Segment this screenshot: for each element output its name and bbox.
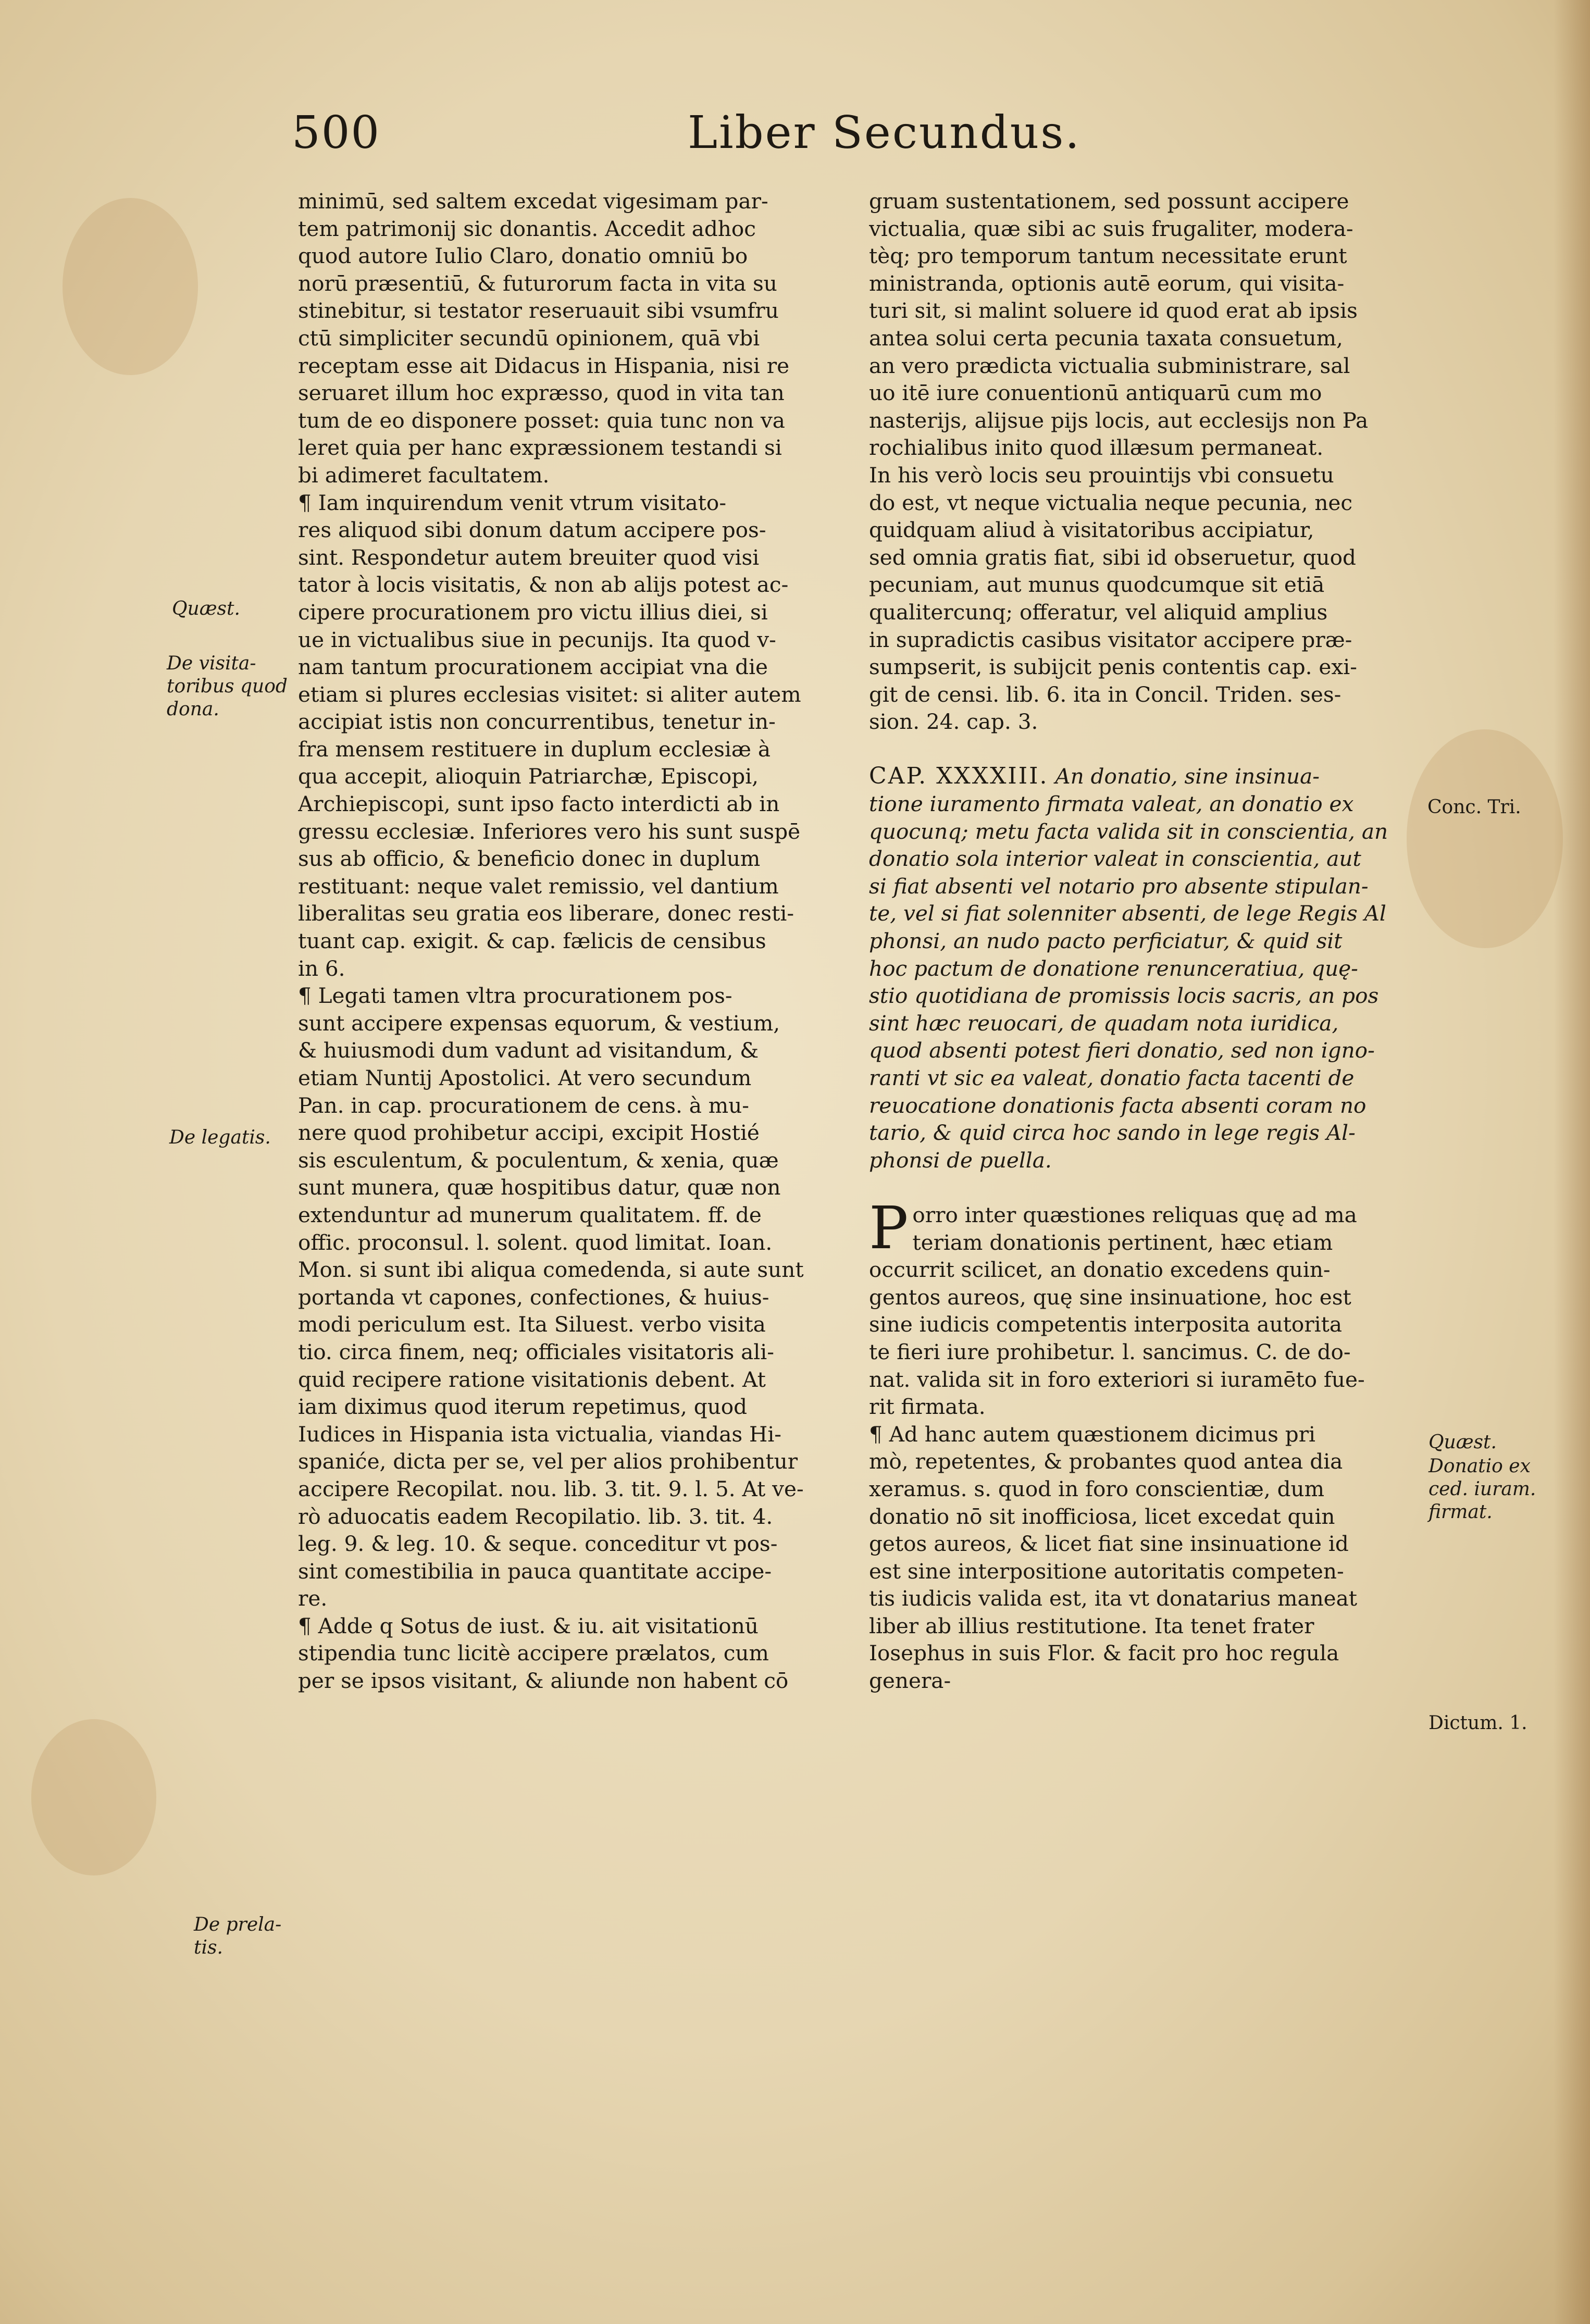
text-line: liberalitas seu gratia eos liberare, donec resti- [298,901,794,926]
margin-note-line: firmat. [1428,1501,1493,1523]
text-line: tio. circa finem, neq; officiales visitatoris ali- [298,1339,774,1364]
text-line: gressu ecclesiæ. Inferiores vero his sunt suspē [298,818,801,844]
text-line: Pan. in cap. procurationem de cens. à mu- [298,1092,749,1118]
running-title: Liber Secundus. [688,107,1081,159]
right-text-column [869,188,1416,1695]
text-line: restituant: neque valet remissio, vel dantium [298,873,779,899]
text-line: re. [298,1586,328,1611]
text-line: In his verò locis seu prouintijs vbi consuetu [869,462,1334,488]
text-line: mò, repetentes, & probantes quod antea dia [869,1449,1343,1474]
text-line: cipere procurationem pro victu illius diei, si [298,599,768,625]
text-line: sus ab officio, & beneficio donec in duplum [298,846,761,872]
margin-note-donatio-ex [1428,1455,1536,1524]
left-text-column [298,188,840,1695]
text-line: leret quia per hanc expræssionem testandi si [298,435,782,461]
chapter-heading-block [869,790,1416,1174]
text-line: sine iudicis competentis interposita autorita [869,1312,1343,1337]
text-line: tum de eo disponere posset: quia tunc non va [298,407,785,433]
text-line: quidquam aliud à visitatoribus accipiatur, [869,517,1314,543]
text-line: xeramus. s. quod in foro conscientiæ, dum [869,1476,1325,1501]
text-line: extenduntur ad munerum qualitatem. ff. de [298,1202,762,1227]
text-line: Iosephus in suis Flor. & facit pro hoc regula [869,1641,1339,1666]
text-line: & huiusmodi dum vadunt ad visitandum, & [298,1038,759,1063]
text-line: in supradictis casibus visitator accipere præ- [869,627,1352,652]
chapter-heading-line: phonsi, an nudo pacto perficiatur, & quid sit [869,928,1343,954]
text-line: rit firmata. [869,1394,986,1420]
chapter-heading-first-line [869,763,1416,790]
margin-note-line: De visita- [167,653,256,674]
text-line: tèq; pro temporum tantum necessitate erunt [869,243,1347,269]
text-line: ¶ Iam inquirendum venit vtrum visitato- [298,490,727,515]
chapter-number: CAP. XXXXIII. [869,763,1049,790]
text-line: quod autore Iulio Claro, donatio omniū bo [298,243,748,269]
foxing-stain [1407,729,1563,948]
margin-note-line: dona. [167,699,219,720]
text-line: ministranda, optionis autē eorum, qui visita- [869,270,1345,296]
opening-line: orro inter quæstiones reliquas quę ad ma [912,1202,1357,1227]
text-line: stinebitur, si testator reseruauit sibi vsumfru [298,298,779,324]
text-line: nasterijs, alijsue pijs locis, aut ecclesijs non Pa [869,407,1369,433]
text-line: occurrit scilicet, an donatio excedens quin- [869,1257,1331,1283]
text-line: donatio nō sit inofficiosa, licet excedat quin [869,1503,1335,1529]
text-line: stipendia tunc licitè accipere prælatos, cum [298,1641,769,1666]
chapter-heading-line: stio quotidiana de promissis locis sacris, an pos [869,983,1379,1009]
text-line: offic. proconsul. l. solent. quod limitat. Ioan. [298,1229,773,1255]
text-line: an vero prædicta victualia subministrare, sal [869,353,1350,378]
margin-note-de-legatis: De legatis. [169,1127,271,1148]
page-number: 500 [292,107,381,159]
text-line: leg. 9. & leg. 10. & seque. conceditur vt pos- [298,1531,778,1557]
text-line: sed omnia gratis fiat, sibi id obseruetur, quod [869,544,1356,570]
margin-note-line: toribus quod [167,676,288,697]
text-line: res aliquod sibi donum datum accipere pos- [298,517,766,543]
text-line: qualitercunq; offeratur, vel aliquid amplius [869,599,1328,625]
text-line: turi sit, si malint soluere id quod erat ab ipsis [869,298,1358,324]
text-line: sint comestibilia in pauca quantitate accipe- [298,1558,772,1584]
spacer [869,1174,1416,1201]
margin-note-dictum: Dictum. 1. [1428,1712,1527,1734]
text-line: nat. valida sit in foro exteriori si iuramēto fue- [869,1366,1365,1392]
text-line: Archiepiscopi, sunt ipso facto interdicti ab in [298,791,780,817]
text-line: Iudices in Hispania ista victualia, viandas Hi- [298,1421,781,1447]
text-line: est sine interpositione autoritatis competen- [869,1558,1344,1584]
text-line: pecuniam, aut munus quodcumque sit etiā [869,572,1325,598]
text-line: te fieri iure prohibetur. l. sancimus. C. de do- [869,1339,1351,1364]
margin-note-de-prelatis [194,1913,281,1959]
text-line: victualia, quæ sibi ac suis frugaliter, modera- [869,216,1353,241]
text-line: nam tantum procurationem accipiat vna die [298,654,768,680]
chapter-heading-line: hoc pactum de donatione renunceratiua, quę- [869,955,1358,981]
chapter-heading-line: tario, & quid circa hoc sando in lege regis Al- [869,1120,1356,1146]
text-line: norū præsentiū, & futurorum facta in vita su [298,270,777,296]
margin-note-line: ced. iuram. [1428,1478,1536,1500]
text-line: quid recipere ratione visitationis debent. At [298,1366,766,1392]
text-line: sunt munera, quæ hospitibus datur, quæ non [298,1175,781,1200]
text-line: sion. 24. cap. 3. [869,709,1038,735]
margin-note-de-visitatoribus [167,652,288,721]
chapter-heading-line: An donatio, sine insinua- [1055,764,1320,789]
right-text-bottom [869,1229,1416,1695]
text-line: liber ab illius restitutione. Ita tenet frater [869,1613,1314,1638]
text-line: tuant cap. exigit. & cap. fælicis de censibus [298,928,766,954]
text-line: sunt accipere expensas equorum, & vestium, [298,1010,780,1036]
text-line: sint. Respondetur autem breuiter quod visi [298,544,760,570]
foxing-stain [31,1719,156,1875]
margin-note-quaest: Quæst. [172,598,240,619]
text-line: fra mensem restituere in duplum ecclesiæ à [298,736,771,762]
text-line: ctū simpliciter secundū opinionem, quā vbi [298,325,760,351]
margin-note-line: De prela- [194,1914,282,1935]
chapter-heading-line: ranti vt sic ea valeat, donatio facta tacenti de [869,1065,1355,1090]
right-text-top [869,188,1416,736]
chapter-heading-line: phonsi de puella. [869,1147,1052,1173]
text-line: accipiat istis non concurrentibus, tenetur in- [298,709,776,735]
text-line: ¶ Adde q Sotus de iust. & iu. ait visitationū [298,1613,759,1638]
chapter-heading-line: sint hæc reuocari, de quadam nota iuridica, [869,1010,1339,1036]
chapter-heading-line: si fiat absenti vel notario pro absente stipulan- [869,873,1369,899]
chapter-heading-line: tione iuramento firmata valeat, an donatio ex [869,791,1354,817]
drop-cap: P [869,1194,909,1262]
text-line: sumpserit, is subijcit penis contentis cap. exi- [869,654,1357,680]
text-line: in 6. [298,955,345,981]
chapter-heading-line: reuocatione donationis facta absenti coram no [869,1092,1367,1118]
text-line: Mon. si sunt ibi aliqua comedenda, si aute sunt [298,1257,804,1283]
text-line: tis iudicis valida est, ita vt donatarius maneat [869,1586,1358,1611]
text-line: tem patrimonij sic donantis. Accedit adhoc [298,216,756,241]
chapter-heading-line: quod absenti potest fieri donatio, sed non igno- [869,1038,1375,1063]
text-line: ¶ Ad hanc autem quæstionem dicimus pri [869,1421,1316,1447]
text-line: per se ipsos visitant, & aliunde non habent cō [298,1668,789,1694]
text-line: portanda vt capones, confectiones, & huius- [298,1284,769,1310]
text-line: sis esculentum, & poculentum, & xenia, quæ [298,1147,779,1173]
text-line: etiam si plures ecclesias visitet: si aliter autem [298,681,801,707]
foxing-stain [63,198,198,375]
spacer [869,736,1416,763]
text-line: teriam donationis pertinent, hæc etiam [912,1229,1333,1255]
text-line: nere quod prohibetur accipi, excipit Hostié [298,1120,760,1146]
text-line: accipere Recopilat. nou. lib. 3. tit. 9. l. 5. At ve- [298,1476,804,1501]
text-line: modi periculum est. Ita Siluest. verbo visita [298,1312,766,1337]
text-line: ¶ Legati tamen vltra procurationem pos- [298,983,732,1009]
text-line: genera- [869,1668,951,1694]
text-line: gentos aureos, quę sine insinuatione, hoc est [869,1284,1351,1310]
text-line: antea solui certa pecunia taxata consuetum, [869,325,1343,351]
margin-note-line: tis. [194,1937,223,1958]
text-line: spaniće, dicta per se, vel per alios prohibentur [298,1449,798,1474]
text-line: tator à locis visitatis, & non ab alijs potest ac- [298,572,789,598]
text-line: gruam sustentationem, sed possunt accipere [869,189,1349,214]
text-line: ue in victualibus siue in pecunijs. Ita quod v- [298,627,776,652]
text-line: getos aureos, & licet fiat sine insinuatione id [869,1531,1349,1557]
text-line: etiam Nuntij Apostolici. At vero secundum [298,1065,752,1090]
margin-note-conc-tri: Conc. Tri. [1427,797,1521,818]
text-line: uo itē iure conuentionū antiquarū cum mo [869,380,1322,406]
chapter-heading-line: quocunq; metu facta valida sit in conscientia, an [869,818,1388,844]
page-header [292,107,1438,164]
text-line: do est, vt neque victualia neque pecunia, nec [869,490,1353,515]
text-line: qua accepit, alioquin Patriarchæ, Episcopi, [298,764,759,789]
chapter-heading-line: te, vel si fiat solenniter absenti, de lege Regis Al [869,901,1386,926]
text-line: minimū, sed saltem excedat vigesimam par- [298,189,768,214]
page-edge-shadow [1554,0,1590,2324]
margin-note-line: Donatio ex [1428,1456,1531,1477]
text-line: rò aduocatis eadem Recopilatio. lib. 3. tit. 4. [298,1503,773,1529]
text-line: seruaret illum hoc expræsso, quod in vita tan [298,380,785,406]
text-line: rochialibus inito quod illæsum permaneat. [869,435,1324,461]
text-line: git de censi. lib. 6. ita in Concil. Triden. ses- [869,681,1341,707]
text-line: bi adimeret facultatem. [298,462,550,488]
text-line: receptam esse ait Didacus in Hispania, nisi re [298,353,790,378]
text-line: iam diximus quod iterum repetimus, quod [298,1394,748,1420]
chapter-heading-line: donatio sola interior valeat in conscientia, aut [869,846,1361,872]
margin-note-quaest: Quæst. [1428,1432,1497,1453]
